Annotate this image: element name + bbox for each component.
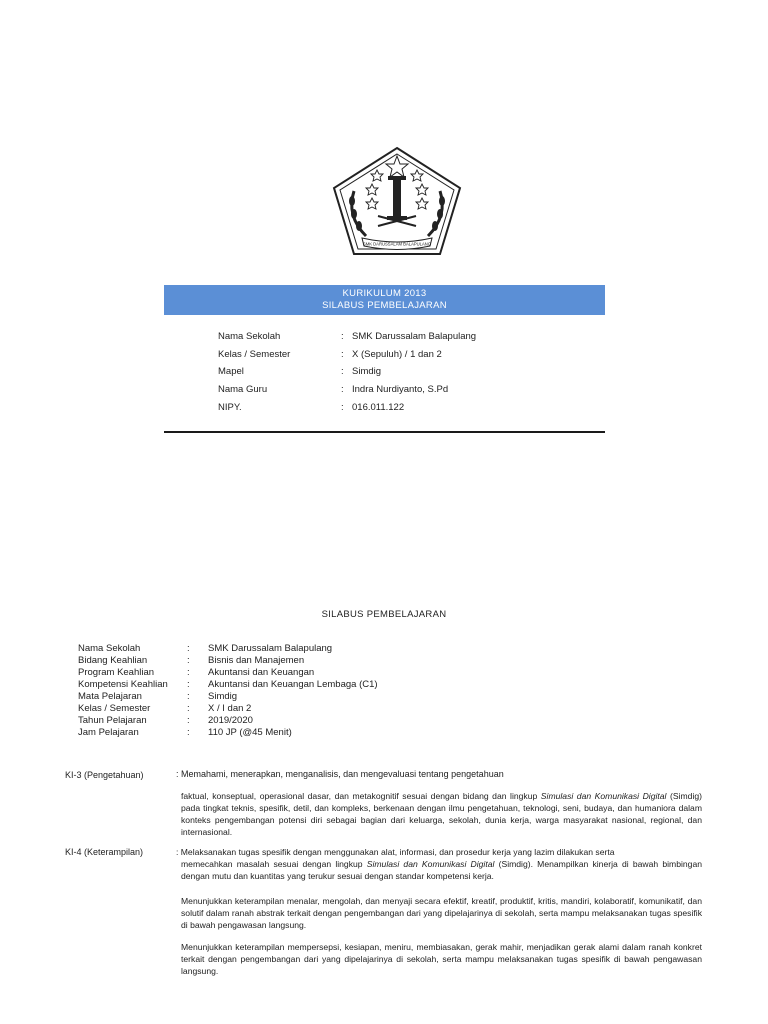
cover-label: Nama Sekolah: [218, 331, 281, 342]
ki3-paragraph: [181, 790, 702, 838]
detail-separator: :: [187, 703, 190, 714]
ki3-label: KI-3 (Pengetahuan): [65, 770, 144, 780]
detail-label: Kompetensi Keahlian: [78, 679, 168, 690]
detail-value: 2019/2020: [208, 715, 253, 726]
ki4-paragraph-2: Menunjukkan keterampilan menalar, mengolah, dan menyaji secara efektif, kreatif, produktif, kritis, mandiri, kolaboratif, komunikatif, dan solutif dalam ranah abstrak terkait dengan pengembangan dari yang dipelajarinya di sekolah, serta mampu melaksanakan tugas spesifik di bawah pengawasan langsung.: [181, 896, 702, 930]
ki3-intro: : Memahami, menerapkan, menganalisis, dan mengevaluasi tentang pengetahuan: [176, 769, 504, 779]
detail-label: Tahun Pelajaran: [78, 715, 147, 726]
ki4-text-cont: (Simdig). Menampilkan kinerja di bawah bimbingan dengan mutu dan kuantitas yang terukur sesuai dengan standar kompetensi kerja.: [181, 859, 702, 881]
detail-value: Bisnis dan Manajemen: [208, 655, 305, 666]
detail-separator: :: [187, 715, 190, 726]
detail-separator: :: [187, 691, 190, 702]
curriculum-banner: [164, 285, 605, 315]
cover-separator: :: [341, 366, 344, 377]
detail-separator: :: [187, 727, 190, 738]
ki4-text: memecahkan masalah sesuai dengan lingkup: [181, 859, 367, 869]
cover-label: Mapel: [218, 366, 244, 377]
cover-separator: :: [341, 384, 344, 395]
detail-value: X / I dan 2: [208, 703, 252, 714]
detail-separator: :: [187, 655, 190, 666]
detail-label: Jam Pelajaran: [78, 727, 139, 738]
divider: [164, 431, 605, 433]
svg-text:SMK DARUSSALAM BALAPULANG: SMK DARUSSALAM BALAPULANG: [362, 241, 432, 247]
ki3-text-cont: (Simdig) pada tingkat teknis, spesifik, detil, dan kompleks, berkenaan dengan ilmu pengetahuan, teknologi, seni, budaya, dan humaniora dalam konteks pengembangan potensi diri sebagai bagian dari keluarga, sekolah, dunia kerja, warga masyarakat nasional, regional, dan internasional.: [181, 791, 702, 837]
detail-value: Simdig: [208, 691, 238, 702]
ki4-paragraph-3: Menunjukkan keterampilan mempersepsi, kesiapan, meniru, membiasakan, gerak mahir, menjadikan gerak alami dalam ranah konkret terkait dengan pengembangan dari yang dipelajarinya di sekolah, serta mampu melaksanakan tugas spesifik di bawah pengawasan langsung.: [181, 942, 702, 976]
cover-label: NIPY.: [218, 402, 242, 413]
ki4-intro: : Melaksanakan tugas spesifik dengan menggunakan alat, informasi, dan prosedur kerja yang lazim dilakukan serta: [176, 847, 615, 857]
cover-separator: :: [341, 402, 344, 413]
detail-label: Kelas / Semester: [78, 703, 151, 714]
ki3-text: faktual, konseptual, operasional dasar, dan metakognitif sesuai dengan bidang dan lingkup: [181, 791, 541, 801]
detail-label: Nama Sekolah: [78, 643, 141, 654]
cover-label: Kelas / Semester: [218, 349, 291, 360]
ki3-subject: Simulasi dan Komunikasi Digital: [540, 791, 667, 801]
detail-value: Akuntansi dan Keuangan Lembaga (C1): [208, 679, 378, 690]
cover-value: Simdig: [352, 366, 382, 377]
cover-separator: :: [341, 349, 344, 360]
page-title: SILABUS PEMBELAJARAN: [321, 609, 447, 620]
detail-separator: :: [187, 643, 190, 654]
detail-separator: :: [187, 667, 190, 678]
cover-value: SMK Darussalam Balapulang: [352, 331, 477, 342]
ki4-label: KI-4 (Keterampilan): [65, 847, 144, 857]
detail-label: Mata Pelajaran: [78, 691, 142, 702]
ki4-paragraph-1: [181, 858, 702, 882]
ki4-subject: Simulasi dan Komunikasi Digital: [366, 859, 495, 869]
cover-value: 016.011.122: [352, 402, 405, 413]
cover-value: Indra Nurdiyanto, S.Pd: [352, 384, 449, 395]
cover-value: X (Sepuluh) / 1 dan 2: [352, 349, 442, 360]
detail-separator: :: [187, 679, 190, 690]
cover-label: Nama Guru: [218, 384, 268, 395]
detail-value: Akuntansi dan Keuangan: [208, 667, 315, 678]
detail-label: Bidang Keahlian: [78, 655, 148, 666]
cover-separator: :: [341, 331, 344, 342]
detail-value: SMK Darussalam Balapulang: [208, 643, 333, 654]
banner-line-1: KURIKULUM 2013: [342, 288, 427, 299]
school-crest-icon: [332, 146, 462, 256]
detail-label: Program Keahlian: [78, 667, 155, 678]
detail-value: 110 JP (@45 Menit): [208, 727, 292, 738]
banner-line-2: SILABUS PEMBELAJARAN: [322, 300, 447, 311]
